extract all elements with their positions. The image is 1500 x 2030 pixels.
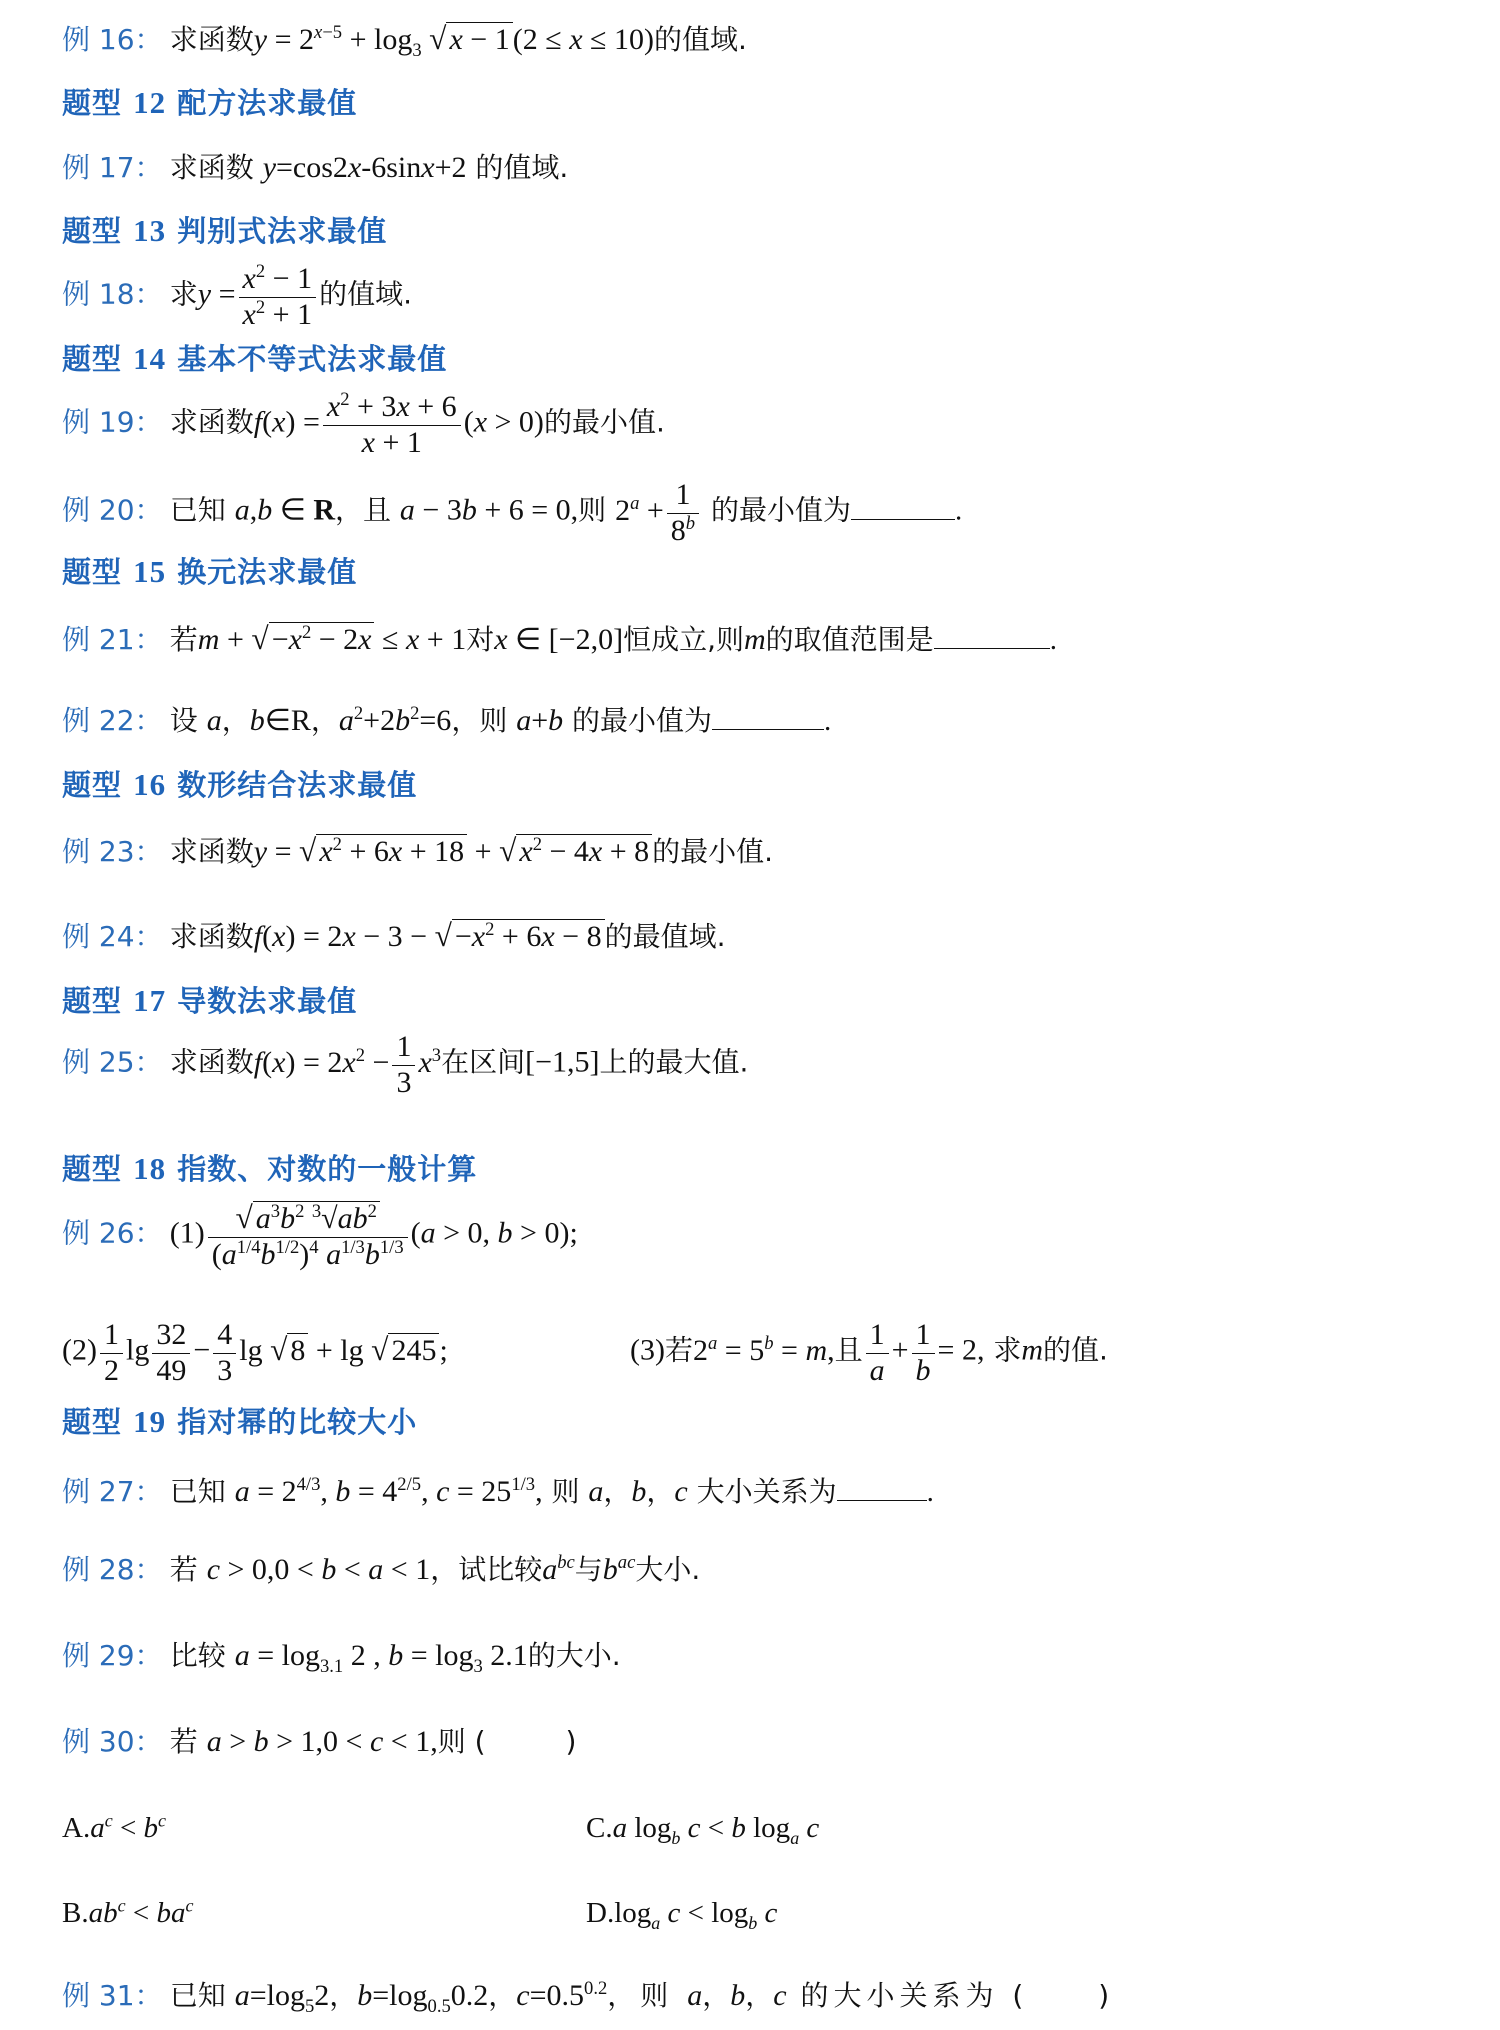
example-label: 例 31： [62,1979,163,2012]
example-26-part-1: 例 26： (1) $\frac{√ a^3b^2 ^3√ab^2}{(a^{1/4}b^{1/2})^4 a^{1/3}b^{1/3}}$ (a > 0, b > 0); [62,1200,578,1271]
example-28: 例 28： 若 c > 0,0 < b < a < 1，试比较$a^{bc}$与$b^{ac}$大小. [62,1552,701,1586]
example-22: 例 22： 设 a，b∈R，$a^2+2b^2=6$，则 a+b 的最小值为 . [62,703,832,737]
option-a[interactable]: $A.a^c < b^c$ [62,1810,167,1844]
section-heading-13: 题型 13 判别式法求最值 [62,213,388,248]
example-23: 例 23： 求函数y = √ $x^2 + 6x + 18$ + √ $x^2 - 4x + 8$ 的最小值. [62,833,774,868]
option-d[interactable]: $D.\log_a$ $c < \log_b c$ [586,1897,778,1933]
example-20: 例 20： 已知 a,b ∈ R，且 a − 3b + 6 = 0,则 $2^a$ + $\frac{1}{8^b}$ 的最小值为 . [62,478,963,547]
example-label: 例 21： [62,623,163,656]
example-17: 例 17： 求函数 y=cos2x-6sinx+2 的值域. [62,151,569,184]
section-heading-15: 题型 15 换元法求最值 [62,554,358,589]
example-label: 例 30： [62,1725,163,1758]
example-19: 例 19： 求函数f(x) = $\frac{x^2 + 3x + 6}{x + 1}$ (x > 0)的最小值. [62,389,665,459]
example-label: 例 29： [62,1639,163,1672]
option-b[interactable]: $B.ab^c < ba^c$ [62,1895,194,1929]
section-heading-18: 题型 18 指数、对数的一般计算 [62,1151,478,1186]
example-21: 例 21： 若m + √ $-x^2 - 2x \le x + 1$对x ∈ [−2,0]恒成立,则m的取值范围是 . [62,621,1057,656]
example-label: 例 23： [62,835,163,868]
section-heading-16: 题型 16 数形结合法求最值 [62,767,418,802]
example-24: 例 24： 求函数f(x) = 2x − 3 − √ $-x^2 + 6x - 8$ 的最值域. [62,918,726,953]
example-label: 例 24： [62,920,163,953]
section-heading-12: 题型 12 配方法求最值 [62,85,358,120]
section-heading-19: 题型 19 指对幂的比较大小 [62,1404,418,1439]
example-label: 例 28： [62,1553,163,1586]
example-label: 例 16： [62,23,163,56]
section-heading-14: 题型 14 基本不等式法求最值 [62,341,448,376]
example-label: 例 25： [62,1045,163,1079]
option-c[interactable]: C.a $\log_b c < b$ $\log_a c$ [586,1812,820,1848]
example-29: 例 29： 比较 $a = \log_{3.1} 2$ , $b = \log_3 2.1$的大小. [62,1639,621,1677]
example-16: 例 16： 求函数$y = 2^{x-5} + \log_3$ √ x − 1 (2 ≤ x ≤ 10)的值域. [62,21,747,61]
example-label: 例 18： [62,277,163,311]
example-27: 例 27： 已知 $a = 2^{4/3}$, $b = 4^{2/5}$, $c = 25^{1/3}$, 则 a，b，c 大小关系为 . [62,1474,934,1508]
section-heading-17: 题型 17 导数法求最值 [62,983,358,1018]
example-18: 例 18： 求y = $\frac{x^2 - 1}{x^2 + 1}$ 的值域. [62,261,412,331]
example-label: 例 27： [62,1475,163,1508]
example-31: 例 31： 已知 $a=\log_52$，$b=\log_{0.5}0.2$，$c=0.5^{0.2}$，则 a，b，c 的大小关系为 ( ) [62,1978,1110,2017]
example-label: 例 17： [62,151,163,184]
example-label: 例 22： [62,704,163,737]
example-30: 例 30： 若 a > b > 1,0 < c < 1,则 ( ) [62,1725,577,1758]
example-26-part-2: (2) $\frac{1}{2}$ lg $\frac{32}{49}$ − $\frac{4}{3}$ lg √ 8 + lg √ 245 ; [62,1318,448,1387]
example-label: 例 26： [62,1216,163,1250]
example-25: 例 25： 求函数$f(x) = 2x^2$ − $\frac{1}{3}$ $x^3$在区间[−1,5]上的最大值. [62,1030,749,1099]
example-label: 例 20： [62,493,163,527]
example-26-part-3: (3)若$2^a = 5^b = m$,且 $\frac{1}{a}$ + $\frac{1}{b}$ = 2, 求m的值. [630,1318,1108,1387]
example-label: 例 19： [62,405,163,439]
